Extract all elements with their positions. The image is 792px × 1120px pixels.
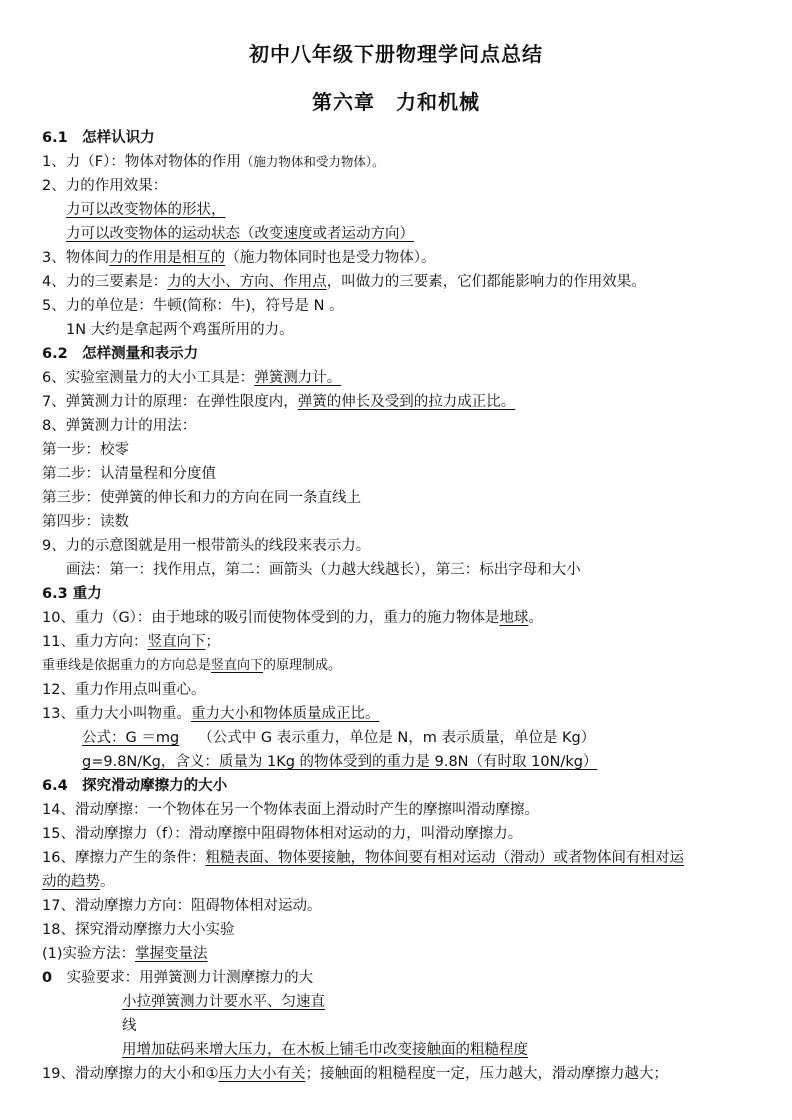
method-2-cont-3: 用增加砝码来增大压力，在木板上铺毛巾改变接触面的粗糙程度 — [122, 1042, 528, 1058]
item-15: 15、滑动摩擦力（f）：滑动摩擦中阻碍物体相对运动的力，叫滑动摩擦力。 — [42, 826, 523, 842]
item-7: 7、弹簧测力计的原理：在弹性限度内，弹簧的伸长及受到的拉力成正比。 — [42, 394, 516, 410]
item-16: 16、摩擦力产生的条件：粗糙表面、物体要接触，物体间要有相对运动（滑动）或者物体间有相对运 — [42, 850, 684, 866]
item-2: 2、力的作用效果： — [42, 178, 168, 194]
section-heading-6-4: 6.4 探究滑动摩擦力的大小 — [42, 778, 228, 794]
formula-g-value: g=9.8N/Kg，含义：质量为 1Kg 的物体受到的重力是 9.8N（有时取 10N/kg） — [82, 754, 598, 770]
section-heading-6-2: 6.2 怎样测量和表示力 — [42, 346, 199, 362]
item-18: 18、探究滑动摩擦力大小实验 — [42, 922, 235, 938]
item-5: 5、力的单位是：牛顿(简称：牛)，符号是 N 。 — [42, 298, 344, 314]
item-3: 3、物体间力的作用是相互的（施力物体同时也是受力物体）。 — [42, 250, 436, 266]
item-6: 6、实验室测量力的大小工具是：弹簧测力计。 — [42, 370, 342, 386]
step-4: 第四步：读数 — [42, 514, 129, 530]
item-8: 8、弹簧测力计的用法： — [42, 418, 197, 434]
formula-gravity: 公式：G ＝mg （公式中 G 表示重力，单位是 N，m 表示质量，单位是 Kg） — [82, 730, 596, 746]
item-14: 14、滑动摩擦：一个物体在另一个物体表面上滑动时产生的摩擦叫滑动摩擦。 — [42, 802, 539, 818]
item-5-note: 1N 大约是拿起两个鸡蛋所用的力。 — [66, 322, 294, 338]
item-12: 12、重力作用点叫重心。 — [42, 682, 206, 698]
chapter-title: 第六章 力和机械 — [312, 90, 480, 114]
item-17: 17、滑动摩擦力方向：阻碍物体相对运动。 — [42, 898, 322, 914]
item-9: 9、力的示意图就是用一根带箭头的线段来表示力。 — [42, 538, 371, 554]
document-title: 初中八年级下册物理学问点总结 — [249, 42, 543, 66]
item-19: 19、滑动摩擦力的大小和①压力大小有关；接触面的粗糙程度一定，压力越大，滑动摩擦力越大； — [42, 1066, 668, 1082]
step-1: 第一步：校零 — [42, 442, 129, 458]
item-1: 1、力（F）：物体对物体的作用（施力物体和受力物体）。 — [42, 154, 385, 170]
method-2: 0 实验要求：用弹簧测力计测摩擦力的大 — [42, 970, 314, 986]
item-11: 11、重力方向：竖直向下； — [42, 634, 220, 650]
section-heading-6-1: 6.1 怎样认识力 — [42, 130, 155, 146]
item-2-effect-a: 力可以改变物体的形状， — [66, 202, 226, 218]
item-11-plumb-line: 重垂线是依据重力的方向总是竖直向下的原理制成。 — [42, 658, 342, 673]
item-16-cont: 动的趋势。 — [42, 874, 115, 890]
method-1: (1)实验方法：掌握变量法 — [42, 946, 208, 962]
item-2-effect-b: 力可以改变物体的运动状态（改变速度或者运动方向） — [66, 226, 414, 242]
method-2-cont: 小拉弹簧测力计要水平、匀速直 — [122, 994, 325, 1010]
method-2-cont-2: 线 — [122, 1018, 137, 1034]
step-3: 第三步：使弹簧的伸长和力的方向在同一条直线上 — [42, 490, 361, 506]
item-4: 4、力的三要素是：力的大小、方向、作用点，叫做力的三要素，它们都能影响力的作用效果。 — [42, 274, 646, 290]
item-13: 13、重力大小叫物重。重力大小和物体质量成正比。 — [42, 706, 380, 722]
item-9-method: 画法：第一：找作用点，第二：画箭头（力越大线越长），第三：标出字母和大小 — [66, 562, 581, 578]
item-10: 10、重力（G）：由于地球的吸引而使物体受到的力，重力的施力物体是地球。 — [42, 610, 543, 626]
section-heading-6-3: 6.3 重力 — [42, 586, 102, 602]
step-2: 第二步：认清量程和分度值 — [42, 466, 216, 482]
